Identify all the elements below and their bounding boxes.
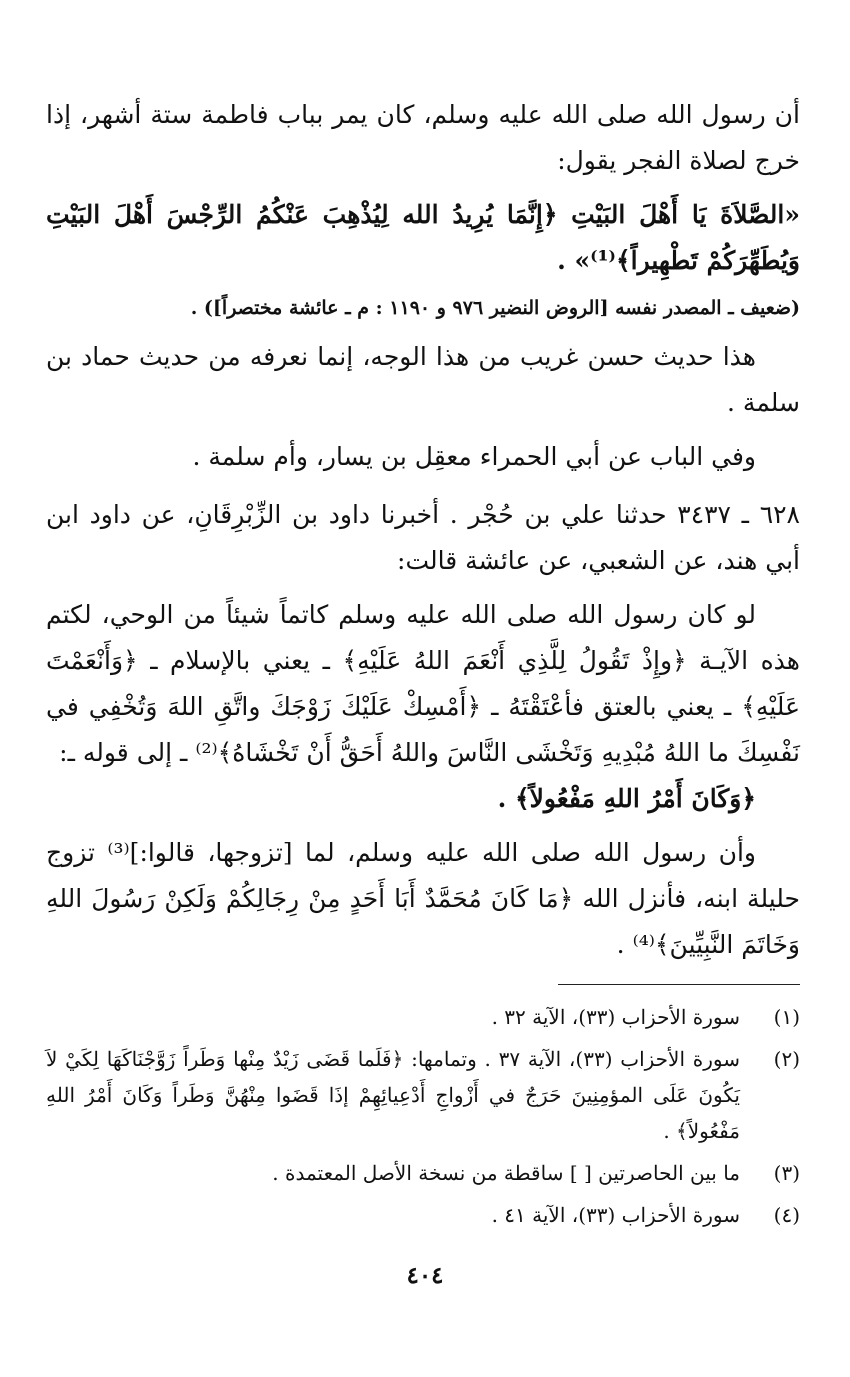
- commentary-paragraph: هذا حديث حسن غريب من هذا الوجه، إنما نعرفه من حديث حماد بن سلمة .: [46, 342, 800, 417]
- footnote-number: (٣): [773, 1161, 800, 1185]
- hadith-grade: (ضعيف ـ المصدر نفسه [الروض النضير ٩٧٦ و ١١٩٠ : م ـ عائشة مختصراً]) .: [190, 297, 800, 319]
- hadith-text-paragraph: لو كان رسول الله صلى الله عليه وسلم كاتماً شيئاً من الوحي، لكتم هذه الآيـة ﴿وإِذْ تَقُولُ لِلَّذِي أَنْعَمَ اللهُ عَلَيْهِ﴾ ـ يعني بالإسلام ـ ﴿وَأَنْعَمْتَ عَلَيْهِ﴾ ـ يعني بالعتق فأعْتَقْتَهُ ـ ﴿أَمْسِكْ عَلَيْكَ زَوْجَكَ واتَّقِ اللهَ وَتُخْفِي في نَفْسِكَ ما اللهُ مُبْدِيهِ وَتَخْشَى النَّاسَ واللهُ أَحَقُّ أَنْ تَخْشَاهُ﴾⁽²⁾ ـ إلى قوله ـ:: [46, 600, 800, 767]
- hadith-quote: «الصَّلاَةَ يَا أَهْلَ البَيْتِ ﴿إِنَّمَا يُرِيدُ الله لِيُذْهِبَ عَنْكُمُ الرِّجْسَ أَهْلَ البَيْتِ وَيُطَهِّرَكُمْ تَطْهِيراً﴾⁽¹⁾» .: [46, 200, 800, 275]
- footnote-number: (٤): [773, 1203, 800, 1227]
- chapter-note-paragraph: وفي الباب عن أبي الحمراء معقِل بن يسار، وأم سلمة .: [192, 442, 756, 471]
- footnotes: [46, 999, 800, 1233]
- footnote-text: سورة الأحزاب (٣٣)، الآية ٤١ .: [491, 1203, 740, 1227]
- footnote-text: ما بين الحاصرتين [ ] ساقطة من نسخة الأصل المعتمدة .: [272, 1161, 740, 1185]
- hadith-chain-paragraph: ٦٢٨ ـ ٣٤٣٧ حدثنا علي بن حُجْر . أخبرنا داود بن الزِّبْرِقَانِ، عن داود ابن أبي هند، عن الشعبي، عن عائشة قالت:: [46, 500, 800, 575]
- verse-line: ﴿وَكَانَ أَمْرُ اللهِ مَفْعُولاً﴾ .: [497, 784, 756, 813]
- hadith-intro-paragraph: أن رسول الله صلى الله عليه وسلم، كان يمر بباب فاطمة ستة أشهر، إذا خرج لصلاة الفجر يقول:: [46, 100, 800, 175]
- footnote-item: [46, 1197, 800, 1233]
- page-number: ٤٠٤: [406, 1262, 444, 1289]
- closing-paragraph: وأن رسول الله صلى الله عليه وسلم، لما [تزوجها، قالوا:]⁽³⁾ تزوج حليلة ابنه، فأنزل الله ﴿مَا كَانَ مُحَمَّدٌ أَبَا أَحَدٍ مِنْ رِجَالِكُمْ وَلَكِنْ رَسُولَ اللهِ وَخَاتَمَ النَّبِيِّينَ﴾⁽⁴⁾ .: [46, 838, 800, 959]
- footnote-text: سورة الأحزاب (٣٣)، الآية ٣٢ .: [491, 1005, 740, 1029]
- footnote-separator: [558, 984, 800, 985]
- footnote-number: (١): [773, 1005, 800, 1029]
- footnote-text: سورة الأحزاب (٣٣)، الآية ٣٧ . وتمامها: ﴿فَلَما قَضَى زَيْدٌ مِنْها وَطَراً زَوَّجْنَاكَهَا لِكَيْ لاَ يَكُونَ عَلَى المؤمِنِينَ حَرَجٌ في أَزْواجِ أَدْعِيائِهِمْ إذَا قَضَوا مِنْهُنَّ وَطَراً وَكَانَ أَمْرُ اللهِ مَفْعُولاً﴾ .: [46, 1047, 741, 1143]
- footnote-item: [46, 1041, 800, 1149]
- footnote-item: [46, 1155, 800, 1191]
- footnote-number: (٢): [773, 1047, 800, 1071]
- footnote-item: [46, 999, 800, 1035]
